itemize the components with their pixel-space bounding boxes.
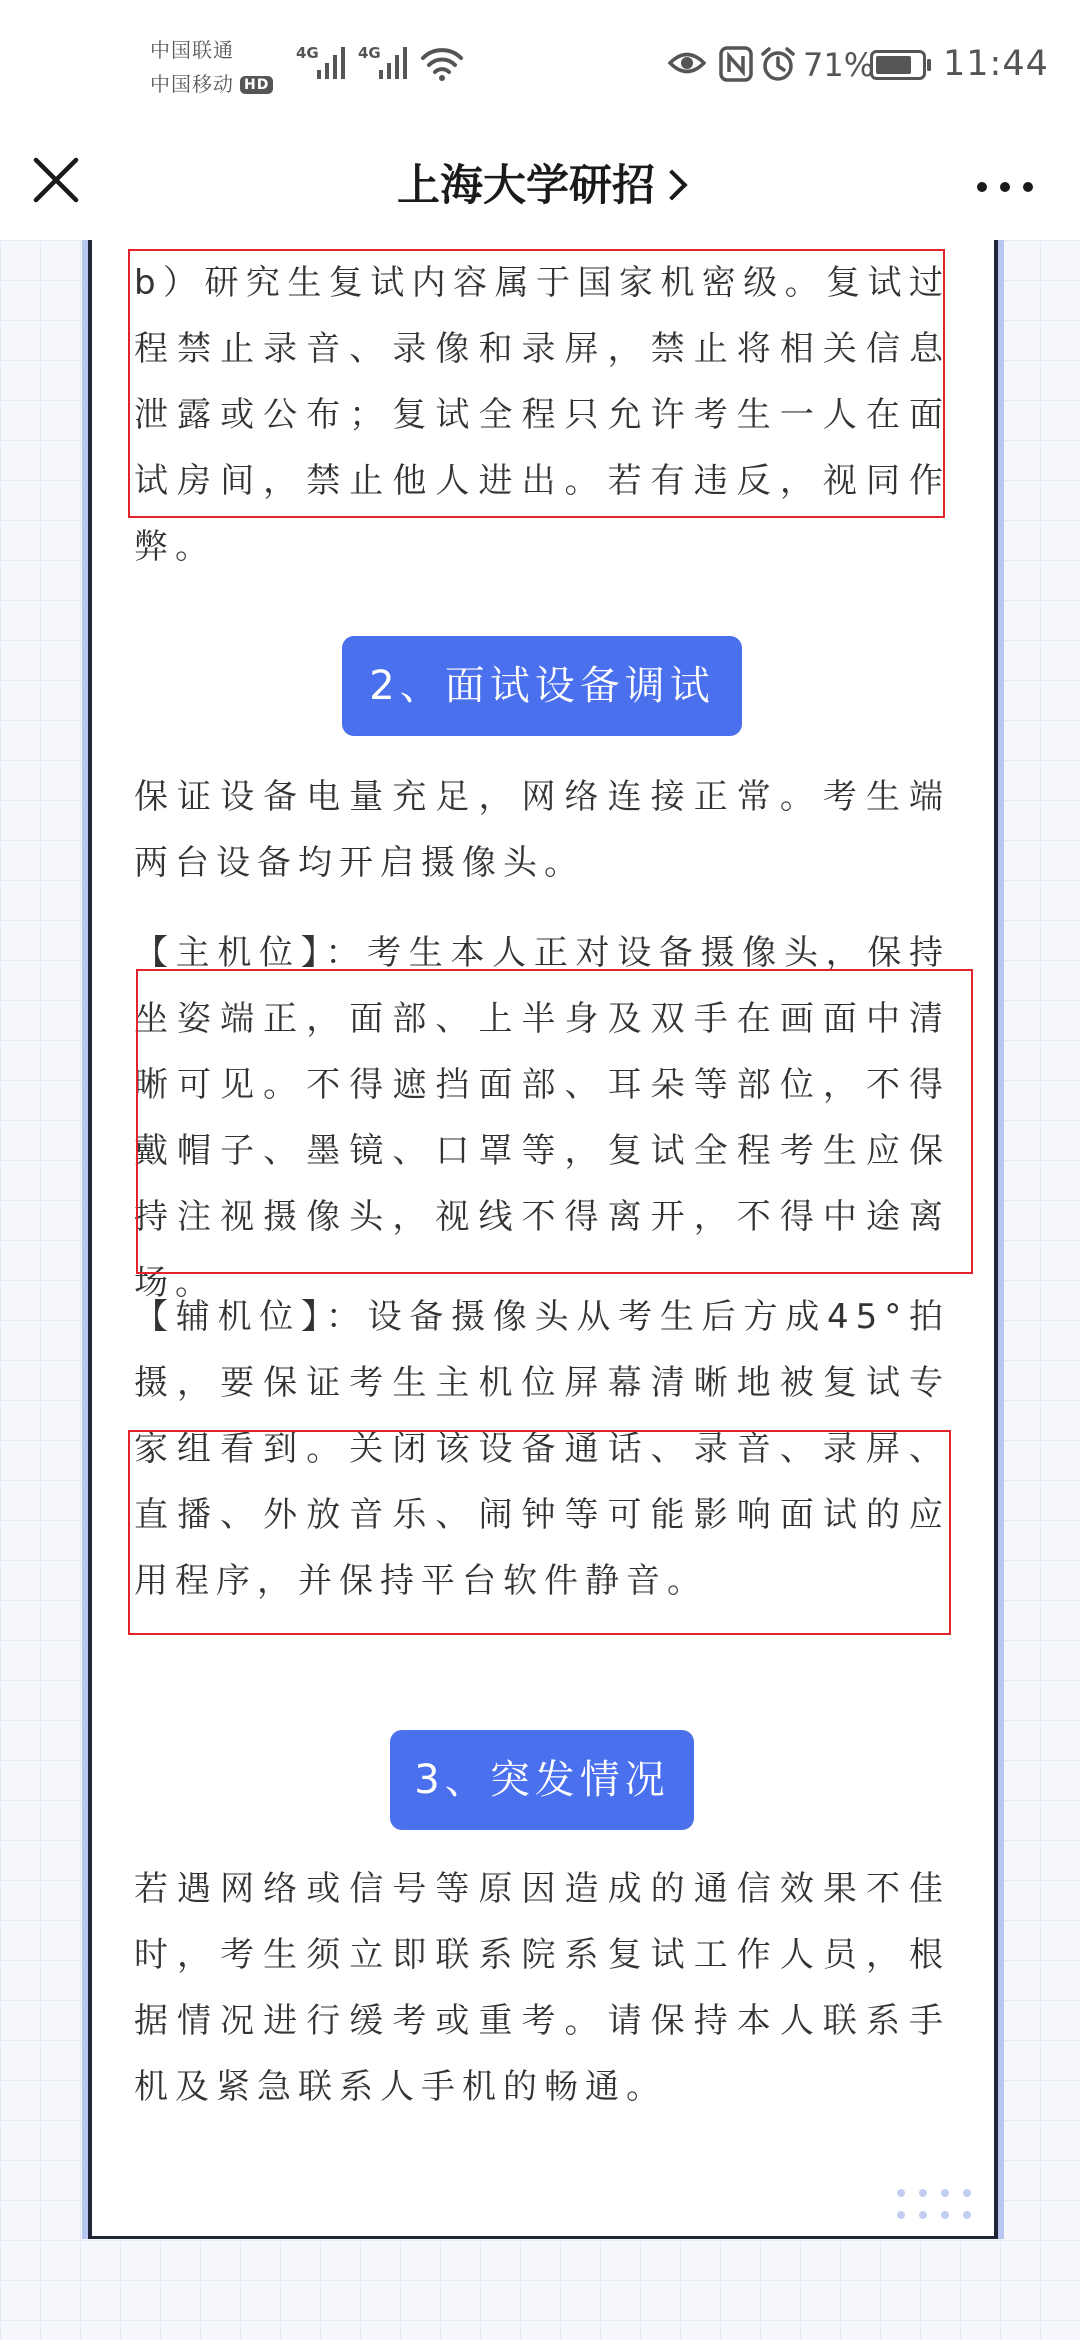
nav-title: 上海大学研招 [397, 161, 655, 211]
carrier-unicom: 中国联通 [150, 38, 234, 62]
section-heading-device-test: 2、面试设备调试 [342, 636, 742, 736]
highlight-box [128, 1430, 951, 1635]
close-icon[interactable] [28, 152, 84, 208]
more-icon[interactable] [970, 162, 1040, 212]
account-title-link[interactable] [397, 161, 683, 211]
battery-percent: 71% [803, 46, 875, 84]
paragraph-device-power: 保证设备电量充足，网络连接正常。考生端两台设备均开启摄像头。 [134, 777, 950, 883]
network-type-2: 4G [358, 44, 381, 62]
chevron-right-icon [656, 169, 687, 200]
paragraph-main-camera: 【主机位】：考生本人正对设备摄像头，保持坐姿端正，面部、上半身及双手在画面中清晰可见。不得遮挡面部、耳朵等部位，不得戴帽子、墨镜、口罩等，复试全程考生应保持注视摄像头，视线不得离开，不得中途离场。 [134, 933, 950, 1303]
signal-bars-icon [316, 44, 348, 80]
paragraph-emergency: 若遇网络或信号等原因造成的通信效果不佳时，考生须立即联系院系复试工作人员，根据情况进行缓考或重考。请保持本人联系手机及紧急联系人手机的畅通。 [134, 1869, 950, 2107]
wifi-icon [420, 46, 464, 82]
paragraph-aux-camera: 【辅机位】：设备摄像头从考生后方成45°拍摄，要保证考生主机位屏幕清晰地被复试专家组看到。关闭该设备通话、录音、录屏、直播、外放音乐、闹钟等可能影响面试的应用程序，并保持平台软件静音。 [134, 1297, 950, 1601]
signal-bars-icon [378, 44, 410, 80]
clock: 11:44 [943, 44, 1049, 84]
status-bar [0, 0, 1080, 132]
network-type-1: 4G [296, 44, 319, 62]
nav-title-bar [0, 132, 1080, 240]
section-heading-emergency: 3、突发情况 [390, 1730, 694, 1830]
hd-badge: HD [240, 76, 273, 94]
decorative-dots-icon [893, 2185, 983, 2225]
eye-icon [668, 50, 706, 76]
nfc-icon [719, 46, 753, 82]
carrier-mobile [150, 68, 273, 97]
battery-icon [870, 50, 932, 80]
paragraph-confidentiality: b）研究生复试内容属于国家机密级。复试过程禁止录音、录像和录屏，禁止将相关信息泄露或公布；复试全程只允许考生一人在面试房间，禁止他人进出。若有违反，视同作弊。 [134, 263, 950, 567]
alarm-icon [760, 46, 796, 82]
highlight-box [136, 969, 973, 1274]
carrier-mobile-label: 中国移动 [150, 72, 234, 96]
nav-bar [0, 132, 1080, 240]
highlight-box [128, 249, 945, 518]
